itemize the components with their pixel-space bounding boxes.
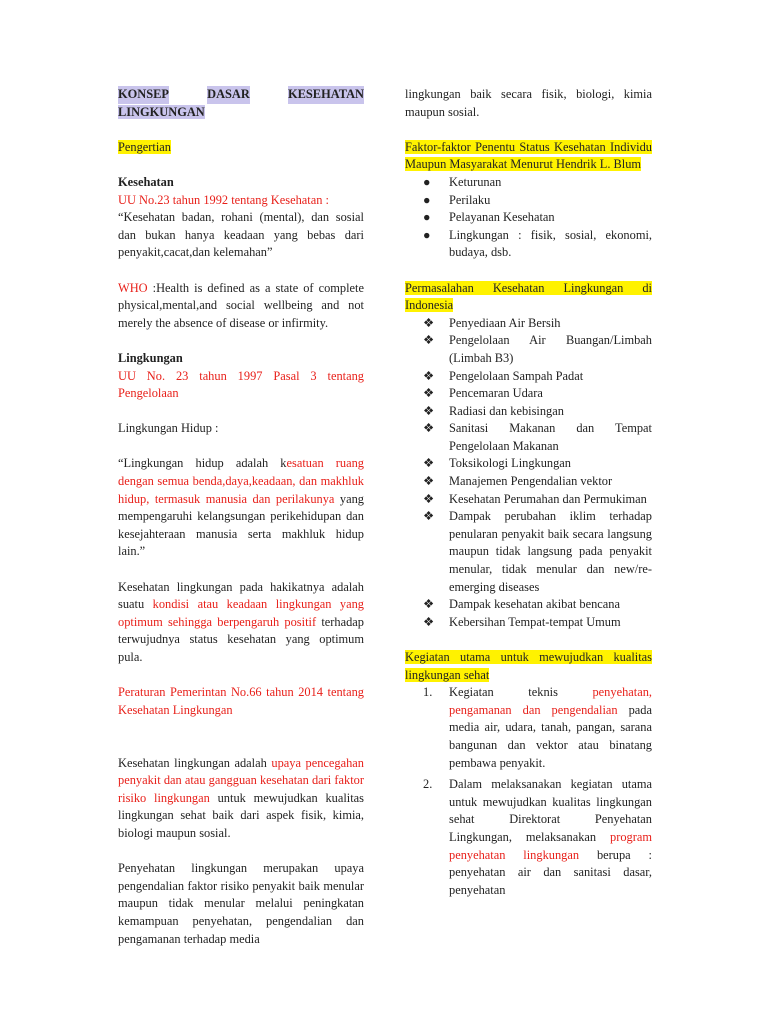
uu-1997-reference: UU No. 23 tahun 1997 Pasal 3 tentang Pengelolaan <box>118 368 364 401</box>
permasalahan-list <box>405 315 652 632</box>
lh-text: yang mempengaruhi kelangsungan perikehidupan dan kesejahteraan manusia serta makhluk hidup lain.” <box>118 491 364 559</box>
list-item-text: Radiasi dan kebisingan <box>449 403 564 418</box>
lh-highlight: esatuan ruang dengan semua benda,daya,keadaan, dan makhluk hidup, termasuk manusia dan perilakunya <box>118 456 365 506</box>
list-number: 2. <box>423 777 433 792</box>
list-item-text: Lingkungan : fisik, sosial, ekonomi, budaya, dsb. <box>449 227 652 260</box>
title-word: KONSEP <box>118 86 169 104</box>
diamond-bullet-icon: ❖ <box>423 315 435 330</box>
faktor-list <box>405 174 652 262</box>
list-item <box>405 776 652 899</box>
kl2-text: untuk mewujudkan kualitas lingkungan sehat baik dari aspek fisik, kimia, biologi maupun sosial. <box>118 790 365 840</box>
list-item-text: Pengelolaan Sampah Padat <box>449 368 584 383</box>
bullet-icon: ● <box>423 227 431 242</box>
kl-text: Kesehatan lingkungan pada hakikatnya adalah suatu <box>118 579 364 612</box>
kl-text: terhadap terwujudnya status kesehatan yang optimum pula. <box>118 614 364 664</box>
list-item <box>405 491 652 509</box>
diamond-bullet-icon: ❖ <box>423 474 435 489</box>
kesehatan-heading: Kesehatan <box>118 174 174 189</box>
list-item <box>405 227 652 262</box>
kegiatan-list <box>405 684 652 899</box>
list-item <box>405 684 652 772</box>
right-column <box>405 86 652 903</box>
list-item-text: Pengelolaan Air Buangan/Limbah (Limbah B3) <box>449 333 652 365</box>
list-item-highlight: program penyehatan lingkungan <box>449 829 652 862</box>
document-title <box>118 86 364 121</box>
list-item <box>405 473 652 491</box>
diamond-bullet-icon: ❖ <box>423 386 435 401</box>
kl-highlight: kondisi atau keadaan lingkungan yang optimum sehingga berpengaruh positif <box>118 597 364 629</box>
pengertian-heading: Pengertian <box>118 139 171 154</box>
list-item <box>405 315 652 333</box>
bullet-icon: ● <box>423 210 431 225</box>
list-number: 1. <box>423 685 433 700</box>
bullet-icon: ● <box>423 174 431 189</box>
list-item-text: Dalam melaksanakan kegiatan utama untuk mewujudkan kualitas lingkungan sehat Direktorat Penyehatan Lingkungan, melaksanakan <box>449 777 652 844</box>
title-word: LINGKUNGAN <box>118 104 205 119</box>
list-item-text: Pelayanan Kesehatan <box>449 210 555 225</box>
list-item-text: Manajemen Pengendalian vektor <box>449 474 613 489</box>
list-item-text: Dampak kesehatan akibat bencana <box>449 597 620 612</box>
diamond-bullet-icon: ❖ <box>423 368 435 383</box>
list-item-text: Kesehatan Perumahan dan Permukiman <box>449 491 647 506</box>
who-label: WHO <box>118 280 148 295</box>
list-item <box>405 174 652 192</box>
list-item <box>405 420 652 455</box>
list-item-text: Sanitasi Makanan dan Tempat Pengelolaan Makanan <box>449 421 652 453</box>
pp-2014-reference: Peraturan Pemerintan No.66 tahun 2014 tentang Kesehatan Lingkungan <box>118 685 364 717</box>
list-item <box>405 596 652 614</box>
diamond-bullet-icon: ❖ <box>423 403 435 418</box>
title-word: DASAR <box>207 86 250 104</box>
list-item <box>405 209 652 227</box>
diamond-bullet-icon: ❖ <box>423 509 435 524</box>
list-item-text: berupa : penyehatan air dan sanitasi dasar, penyehatan <box>449 847 652 897</box>
penyehatan-lingkungan-paragraph: Penyehatan lingkungan merupakan upaya pengendalian faktor risiko penyakit baik menular maupun tidak menular melalui peningkatan kemampuan penyehatan, pengendalian dan pengamanan terhadap media <box>118 861 364 946</box>
kesehatan-definition: “Kesehatan badan, rohani (mental), dan sosial dan bukan hanya keadaan yang bebas dari penyakit,cacat,dan kelemahan” <box>118 210 364 260</box>
uu-1992-reference: UU No.23 tahun 1992 tentang Kesehatan : <box>118 192 329 207</box>
list-item-text: pada media air, udara, tanah, pangan, sarana bangunan dan vektor atau binatang pembawa penyakit. <box>449 702 652 770</box>
list-item-text: Pencemaran Udara <box>449 386 543 401</box>
list-item <box>405 403 652 421</box>
kl2-text: Kesehatan lingkungan adalah <box>118 755 272 770</box>
list-item-text: Keturunan <box>449 174 502 189</box>
list-item-text: Dampak perubahan iklim terhadap penularan penyakit baik secara langsung maupun tidak langsung pada penyakit menular, tidak menular dan new/re-emerging diseases <box>449 509 652 594</box>
diamond-bullet-icon: ❖ <box>423 614 435 629</box>
permasalahan-heading: Permasalahan Kesehatan Lingkungan di Indonesia <box>405 280 652 313</box>
list-item <box>405 332 652 367</box>
who-definition <box>118 280 364 333</box>
list-item <box>405 385 652 403</box>
continued-text: lingkungan baik secara fisik, biologi, kimia maupun sosial. <box>405 87 652 119</box>
kesehatan-lingkungan-pp-paragraph <box>118 755 364 843</box>
diamond-bullet-icon: ❖ <box>423 456 435 471</box>
list-item <box>405 508 652 596</box>
left-column <box>118 86 364 948</box>
kesehatan-lingkungan-paragraph <box>118 579 364 667</box>
list-item <box>405 368 652 386</box>
list-item-text: Penyediaan Air Bersih <box>449 315 561 330</box>
kl2-highlight: upaya pencegahan penyakit dan atau gangguan kesehatan dari faktor risiko lingkungan <box>118 755 364 805</box>
lh-text: “Lingkungan hidup adalah k <box>118 456 287 471</box>
diamond-bullet-icon: ❖ <box>423 333 435 348</box>
list-item-text: Toksikologi Lingkungan <box>449 456 571 471</box>
list-item-text: Kebersihan Tempat-tempat Umum <box>449 614 621 629</box>
title-word: KESEHATAN <box>288 86 364 104</box>
list-item-text: Kegiatan teknis <box>449 685 593 700</box>
list-item-highlight: penyehatan, pengamanan dan pengendalian <box>449 685 652 717</box>
list-item-text: Perilaku <box>449 192 491 207</box>
lingkungan-heading: Lingkungan <box>118 350 183 365</box>
lingkungan-hidup-definition <box>118 455 364 561</box>
list-item <box>405 192 652 210</box>
diamond-bullet-icon: ❖ <box>423 491 435 506</box>
diamond-bullet-icon: ❖ <box>423 421 435 436</box>
list-item <box>405 455 652 473</box>
who-text: :Health is defined as a state of complete physical,mental,and social wellbeing and not merely the absence of disease or infirmity. <box>118 280 364 330</box>
list-item <box>405 614 652 632</box>
diamond-bullet-icon: ❖ <box>423 597 435 612</box>
kegiatan-heading: Kegiatan utama untuk mewujudkan kualitas lingkungan sehat <box>405 650 652 682</box>
faktor-heading: Faktor-faktor Penentu Status Kesehatan Individu Maupun Masyarakat Menurut Hendrik L. Blum <box>405 139 652 172</box>
lingkungan-hidup-label: Lingkungan Hidup : <box>118 421 219 436</box>
bullet-icon: ● <box>423 192 431 207</box>
